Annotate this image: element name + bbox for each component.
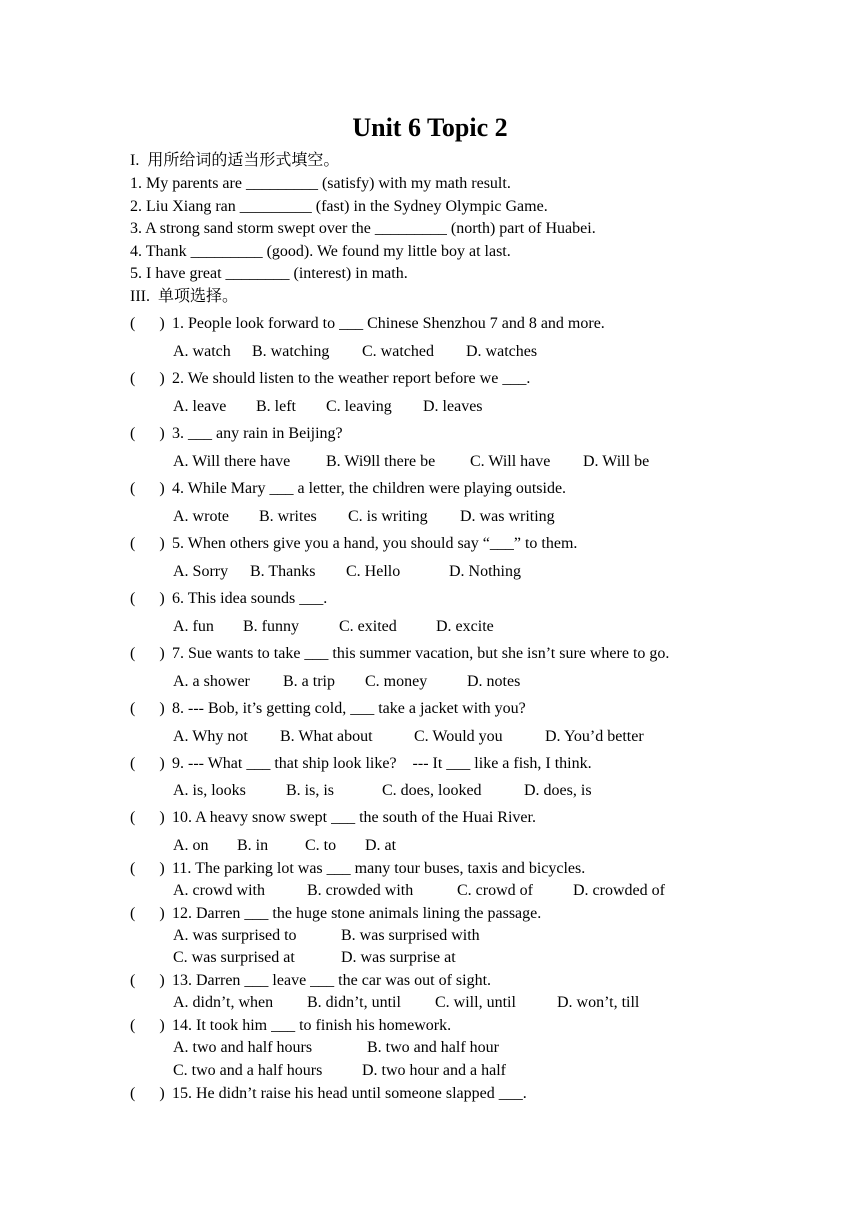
question-15: 15. He didn’t raise his head until someone slapped ___. — [172, 1085, 527, 1102]
page-title: Unit 6 Topic 2 — [352, 113, 508, 142]
q7-option-b: B. a trip — [283, 673, 335, 690]
question-11: 11. The parking lot was ___ many tour buses, taxis and bicycles. — [172, 860, 586, 877]
q11-option-d: D. crowded of — [573, 882, 665, 899]
answer-blank[interactable]: ( ) — [130, 425, 165, 442]
fill-item-2: 2. Liu Xiang ran _________ (fast) in the Sydney Olympic Game. — [130, 198, 548, 215]
q14-option-a: A. two and half hours — [173, 1039, 313, 1056]
fill-item-1: 1. My parents are _________ (satisfy) with my math result. — [130, 175, 511, 192]
q6-option-d: D. excite — [436, 618, 494, 635]
q3-option-a: A. Will there have — [173, 453, 291, 470]
q7-option-d: D. notes — [467, 673, 521, 690]
q13-option-a: A. didn’t, when — [173, 994, 274, 1011]
q10-option-d: D. at — [365, 837, 397, 854]
question-7: 7. Sue wants to take ___ this summer vacation, but she isn’t sure where to go. — [172, 645, 670, 662]
q2-option-d: D. leaves — [423, 398, 483, 415]
q3-option-b: B. Wi9ll there be — [326, 453, 436, 470]
question-2: 2. We should listen to the weather report before we ___. — [172, 370, 531, 387]
answer-blank[interactable]: ( ) — [130, 905, 165, 922]
q5-option-d: D. Nothing — [449, 563, 521, 580]
q14-option-b: B. two and half hour — [367, 1039, 499, 1056]
q2-option-c: C. leaving — [326, 398, 392, 415]
q2-option-b: B. left — [256, 398, 296, 415]
q11-option-c: C. crowd of — [457, 882, 533, 899]
q1-option-c: C. watched — [362, 343, 434, 360]
q12-option-c: C. was surprised at — [173, 949, 295, 966]
q3-option-d: D. Will be — [583, 453, 650, 470]
q9-option-a: A. is, looks — [173, 782, 246, 799]
q4-option-c: C. is writing — [348, 508, 428, 525]
section-3-heading: III. 单项选择。 — [130, 288, 238, 305]
answer-blank[interactable]: ( ) — [130, 535, 165, 552]
q10-option-b: B. in — [237, 837, 269, 854]
q13-option-c: C. will, until — [435, 994, 516, 1011]
q9-option-d: D. does, is — [524, 782, 592, 799]
q6-option-b: B. funny — [243, 618, 299, 635]
q14-option-c: C. two and a half hours — [173, 1062, 323, 1079]
q6-option-c: C. exited — [339, 618, 397, 635]
q11-option-b: B. crowded with — [307, 882, 414, 899]
q14-option-d: D. two hour and a half — [362, 1062, 506, 1079]
question-3: 3. ___ any rain in Beijing? — [172, 425, 343, 442]
q12-option-a: A. was surprised to — [173, 927, 297, 944]
question-4: 4. While Mary ___ a letter, the children were playing outside. — [172, 480, 567, 497]
answer-blank[interactable]: ( ) — [130, 755, 165, 772]
fill-item-5: 5. I have great ________ (interest) in math. — [130, 265, 408, 282]
q7-option-c: C. money — [365, 673, 428, 690]
q10-option-a: A. on — [173, 837, 209, 854]
q6-option-a: A. fun — [173, 618, 214, 635]
question-9: 9. --- What ___ that ship look like? --- It ___ like a fish, I think. — [172, 755, 592, 772]
question-12: 12. Darren ___ the huge stone animals lining the passage. — [172, 905, 542, 922]
q3-option-c: C. Will have — [470, 453, 551, 470]
q2-option-a: A. leave — [173, 398, 227, 415]
answer-blank[interactable]: ( ) — [130, 315, 165, 332]
q8-option-b: B. What about — [280, 728, 373, 745]
q8-option-a: A. Why not — [173, 728, 248, 745]
answer-blank[interactable]: ( ) — [130, 590, 165, 607]
q5-option-a: A. Sorry — [173, 563, 229, 580]
answer-blank[interactable]: ( ) — [130, 1085, 165, 1102]
fill-item-4: 4. Thank _________ (good). We found my little boy at last. — [130, 243, 511, 260]
q11-option-a: A. crowd with — [173, 882, 265, 899]
q10-option-c: C. to — [305, 837, 337, 854]
q4-option-b: B. writes — [259, 508, 317, 525]
question-5: 5. When others give you a hand, you should say “___” to them. — [172, 535, 578, 552]
answer-blank[interactable]: ( ) — [130, 860, 165, 877]
question-13: 13. Darren ___ leave ___ the car was out of sight. — [172, 972, 492, 989]
q9-option-b: B. is, is — [286, 782, 335, 799]
q8-option-c: C. Would you — [414, 728, 503, 745]
fill-item-3: 3. A strong sand storm swept over the _________ (north) part of Huabei. — [130, 220, 596, 237]
answer-blank[interactable]: ( ) — [130, 370, 165, 387]
answer-blank[interactable]: ( ) — [130, 1017, 165, 1034]
question-14: 14. It took him ___ to finish his homework. — [172, 1017, 452, 1034]
q5-option-b: B. Thanks — [250, 563, 316, 580]
q4-option-a: A. wrote — [173, 508, 229, 525]
q13-option-d: D. won’t, till — [557, 994, 640, 1011]
question-6: 6. This idea sounds ___. — [172, 590, 328, 607]
q7-option-a: A. a shower — [173, 673, 250, 690]
q8-option-d: D. You’d better — [545, 728, 644, 745]
section-1-heading: I. 用所给词的适当形式填空。 — [130, 152, 340, 169]
q9-option-c: C. does, looked — [382, 782, 482, 799]
answer-blank[interactable]: ( ) — [130, 645, 165, 662]
answer-blank[interactable]: ( ) — [130, 480, 165, 497]
question-1: 1. People look forward to ___ Chinese Shenzhou 7 and 8 and more. — [172, 315, 605, 332]
q1-option-d: D. watches — [466, 343, 538, 360]
q12-option-d: D. was surprise at — [341, 949, 456, 966]
q5-option-c: C. Hello — [346, 563, 401, 580]
answer-blank[interactable]: ( ) — [130, 700, 165, 717]
answer-blank[interactable]: ( ) — [130, 972, 165, 989]
q1-option-b: B. watching — [252, 343, 330, 360]
q1-option-a: A. watch — [173, 343, 231, 360]
question-10: 10. A heavy snow swept ___ the south of the Huai River. — [172, 809, 536, 826]
q12-option-b: B. was surprised with — [341, 927, 480, 944]
q4-option-d: D. was writing — [460, 508, 555, 525]
answer-blank[interactable]: ( ) — [130, 809, 165, 826]
question-8: 8. --- Bob, it’s getting cold, ___ take a jacket with you? — [172, 700, 526, 717]
q13-option-b: B. didn’t, until — [307, 994, 401, 1011]
